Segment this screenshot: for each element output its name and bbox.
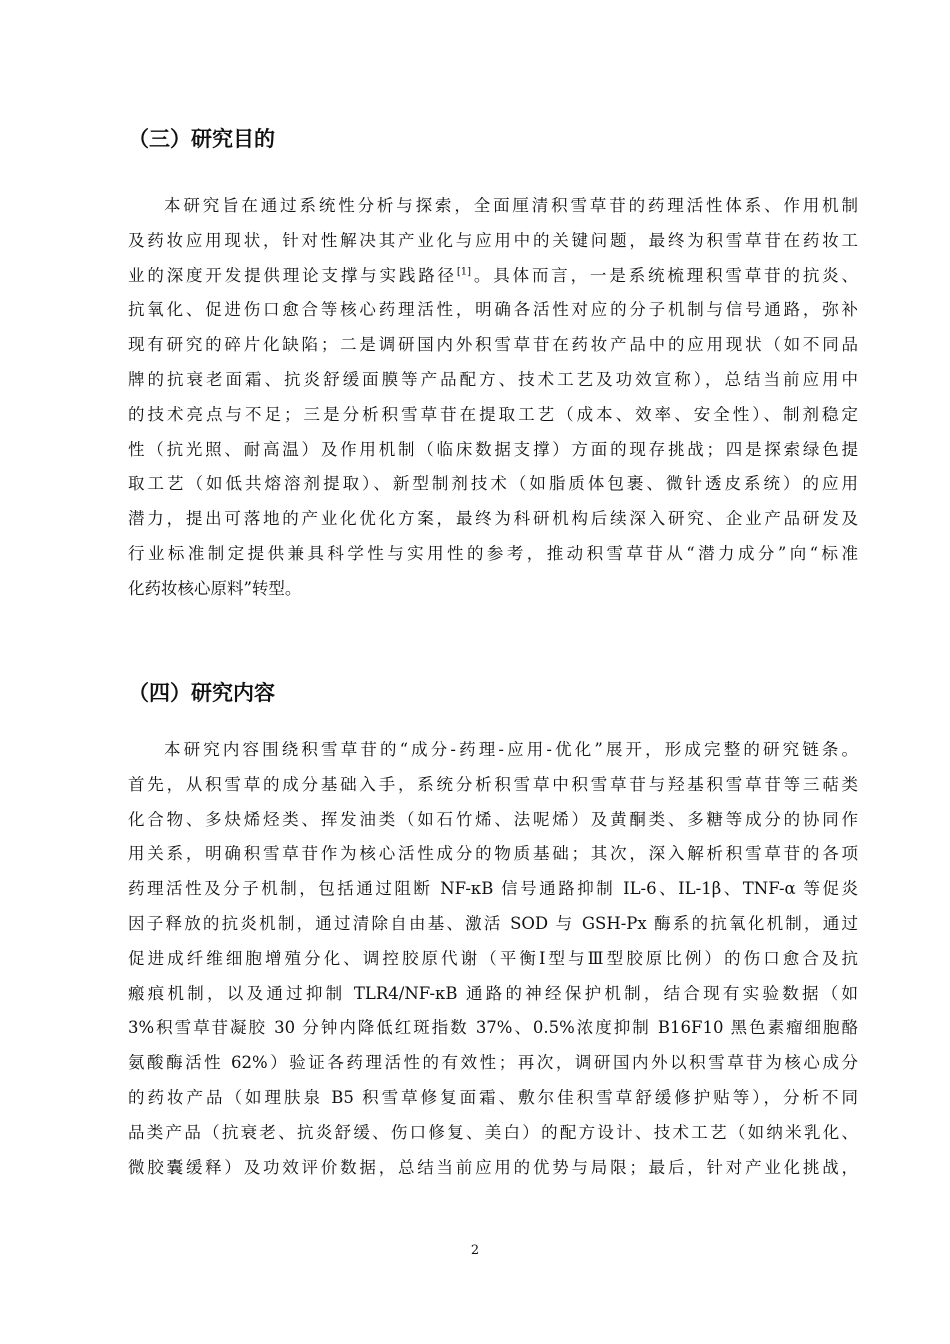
text-line: 本研究内容围绕积雪草苷的“成分-药理-应用-优化”展开，形成完整的研究链条。 xyxy=(164,740,858,759)
citation-reference[interactable]: [1] xyxy=(456,266,472,278)
text-line: 瘢痕机制，以及通过抑制 TLR4/NF-κB 通路的神经保护机制，结合现有实验数据（如 xyxy=(128,983,858,1003)
text-line: 促进成纤维细胞增殖分化、调控胶原代谢（平衡Ⅰ型与Ⅲ型胶原比例）的伤口愈合及抗 xyxy=(128,948,858,968)
text-line: 品类产品（抗衰老、抗炎舒缓、伤口修复、美白）的配方设计、技术工艺（如纳米乳化、 xyxy=(128,1122,858,1142)
paragraph-content xyxy=(128,733,858,1185)
text-line: 的技术亮点与不足；三是分析积雪草苷在提取工艺（成本、效率、安全性）、制剂稳定 xyxy=(128,404,858,424)
text-line: 抗氧化、促进伤口愈合等核心药理活性，明确各活性对应的分子机制与信号通路，弥补 xyxy=(128,300,858,320)
paragraph-purpose xyxy=(128,189,858,607)
section-heading-purpose: （三）研究目的 xyxy=(128,127,275,151)
text-line-with-citation xyxy=(128,259,858,294)
text-segment: 业的深度开发提供理论支撑与实践路径 xyxy=(128,265,457,285)
text-line: 化药妆核心原料”转型。 xyxy=(128,578,302,598)
text-line: 性（抗光照、耐高温）及作用机制（临床数据支撑）方面的现存挑战；四是探索绿色提 xyxy=(128,439,858,459)
text-line: 药理活性及分子机制，包括通过阻断 NF-κB 信号通路抑制 IL-6、IL-1β、TNF-α 等促炎 xyxy=(128,879,858,899)
text-line: 氨酸酶活性 62%）验证各药理活性的有效性；再次，调研国内外以积雪草苷为核心成分 xyxy=(128,1053,858,1073)
text-line: 微胶囊缓释）及功效评价数据，总结当前应用的优势与局限；最后，针对产业化挑战， xyxy=(128,1157,858,1177)
text-segment: 。具体而言，一是系统梳理积雪草苷的抗炎、 xyxy=(471,265,859,285)
text-line: 化合物、多炔烯烃类、挥发油类（如石竹烯、法呢烯）及黄酮类、多糖等成分的协同作 xyxy=(128,809,858,829)
text-line: 及药妆应用现状，针对性解决其产业化与应用中的关键问题，最终为积雪草苷在药妆工 xyxy=(128,230,858,250)
text-line: 本研究旨在通过系统性分析与探索，全面厘清积雪草苷的药理活性体系、作用机制 xyxy=(164,196,858,215)
text-line: 的药妆产品（如理肤泉 B5 积雪草修复面霜、敷尔佳积雪草舒缓修护贴等），分析不同 xyxy=(128,1087,858,1107)
text-line: 用关系，明确积雪草苷作为核心活性成分的物质基础；其次，深入解析积雪草苷的各项 xyxy=(128,844,858,864)
text-line: 取工艺（如低共熔溶剂提取）、新型制剂技术（如脂质体包裹、微针透皮系统）的应用 xyxy=(128,474,858,494)
text-line: 首先，从积雪草的成分基础入手，系统分析积雪草中积雪草苷与羟基积雪草苷等三萜类 xyxy=(128,774,858,794)
section-heading-content: （四）研究内容 xyxy=(128,681,275,705)
text-line: 现有研究的碎片化缺陷；二是调研国内外积雪草苷在药妆产品中的应用现状（如不同品 xyxy=(128,335,858,355)
text-line: 3%积雪草苷凝胶 30 分钟内降低红斑指数 37%、0.5%浓度抑制 B16F10 黑色素瘤细胞酪 xyxy=(128,1018,858,1038)
text-line: 行业标准制定提供兼具科学性与实用性的参考，推动积雪草苷从“潜力成分”向“标准 xyxy=(128,543,858,563)
page-number: 2 xyxy=(470,1243,480,1258)
text-line: 因子释放的抗炎机制，通过清除自由基、激活 SOD 与 GSH-Px 酶系的抗氧化机制，通过 xyxy=(128,913,858,933)
text-line: 牌的抗衰老面霜、抗炎舒缓面膜等产品配方、技术工艺及功效宣称），总结当前应用中 xyxy=(128,369,858,389)
text-line: 潜力，提出可落地的产业化优化方案，最终为科研机构后续深入研究、企业产品研发及 xyxy=(128,509,858,529)
